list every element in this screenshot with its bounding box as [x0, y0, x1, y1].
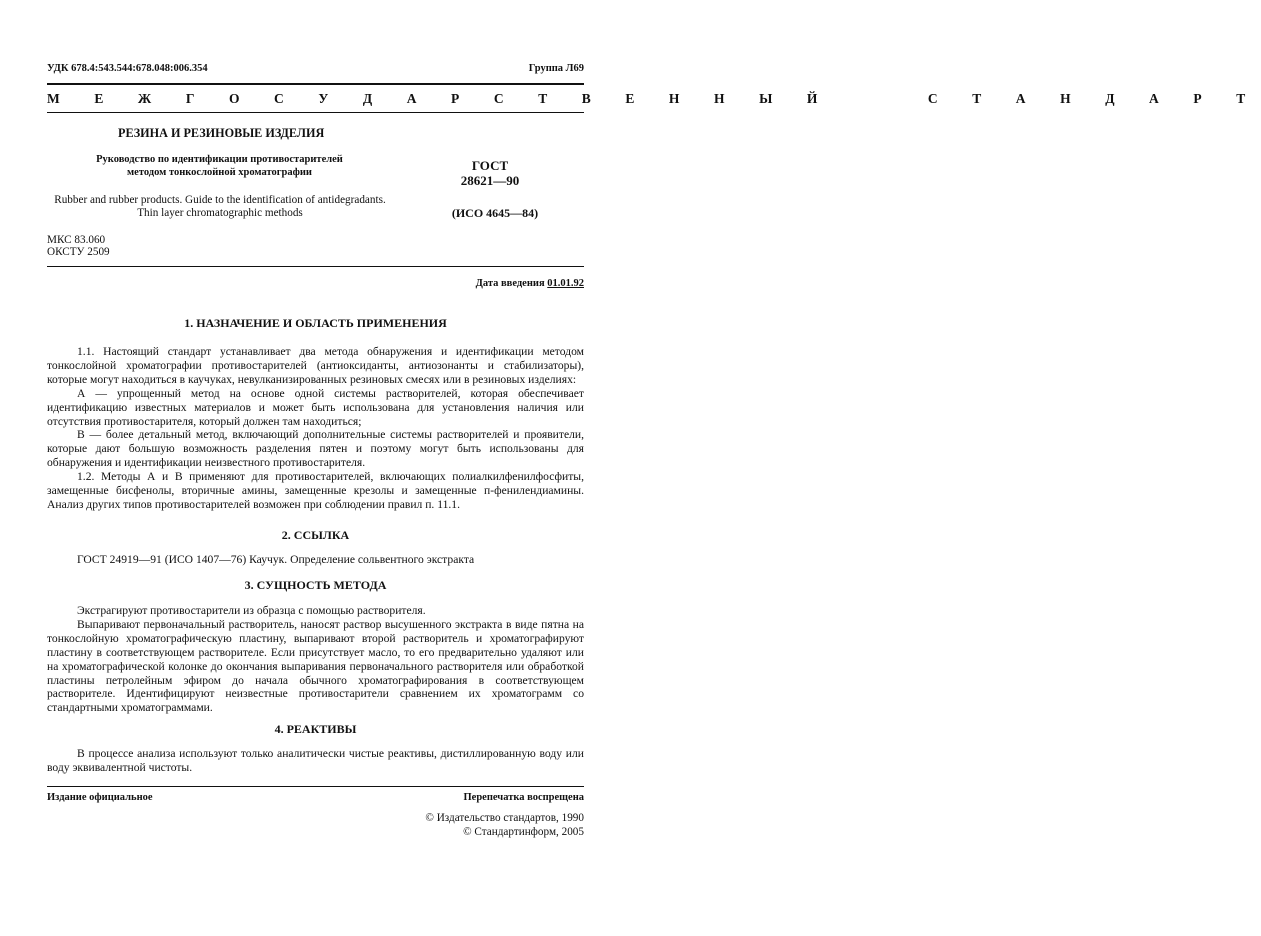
section-1-title: 1. НАЗНАЧЕНИЕ И ОБЛАСТЬ ПРИМЕНЕНИЯ [184, 316, 447, 330]
main-title: РЕЗИНА И РЕЗИНОВЫЕ ИЗДЕЛИЯ [118, 126, 325, 140]
section-2-body [47, 553, 584, 567]
section-1-body [47, 345, 584, 512]
intro-date-label: Дата введения [475, 278, 545, 289]
reprint-prohibited-label: Перепечатка воспрещена [463, 792, 584, 803]
section-2-title: 2. ССЫЛКА [281, 528, 350, 542]
udk-code: УДК 678.4:543.544:678.048:006.354 [47, 63, 208, 74]
paragraph-extraction: Экстрагируют противостарители из образца с помощью растворителя. [77, 604, 426, 617]
section-4-title: 4. РЕАКТИВЫ [274, 722, 357, 736]
group-code: Группа Л69 [528, 63, 584, 74]
paragraph-reagents: В процессе анализа используют только аналитически чистые реактивы, дистиллированную воду или воду эквивалентной чистоты. [47, 747, 584, 774]
gost-label: ГОСТ [471, 158, 509, 173]
top-rule [47, 83, 584, 85]
subtitle-en-line1: Rubber and rubber products. Guide to the identification of antidegradants. [54, 194, 386, 206]
official-edition-label: Издание официальное [47, 792, 153, 803]
paragraph-method-b: В — более детальный метод, включающий дополнительные системы растворителей и проявители, которые дают большую возможность разделения пятен и поэтому могут быть использованы для обнаружения и идентификации неизвестного противостарителя. [47, 428, 584, 470]
interstate-standard-banner: М Е Ж Г О С У Д А Р С Т В Е Н Н Ы Й С Т А Н Д А Р Т [47, 91, 1261, 106]
paragraph-1-2: 1.2. Методы А и В применяют для противостарителей, включающих полиалкилфенилфосфиты, замещенные бисфенолы, вторичные амины, замещенные крезолы и замещенные п-фенилендиамины. Анализ других типов противостарителей возможен при соблюдении правил п. 11.1. [47, 470, 584, 511]
banner-rule [47, 112, 584, 113]
footer-rule [47, 786, 584, 787]
subtitle-ru-line1: Руководство по идентификации противостарителей [96, 154, 343, 165]
intro-date-value: 01.01.92 [547, 278, 584, 289]
paragraph-procedure: Выпаривают первоначальный растворитель, наносят раствор высушенного экстракта в виде пятна на тонкослойную хроматографическую пластину, выпаривают второй растворитель и хроматографируют пластину в соответствующем растворителе. Если присутствует масло, то его предварительно удаляют или на хроматографической колонке до окончания выпаривания первоначального растворителя или обработкой пластины петролейным эфиром до начала обычного хроматографирования в соответствующем растворителе. Идентифицируют неизвестные противостарители сравнением их хроматограмм со стандартными хроматограммами. [47, 617, 584, 715]
mks-code: МКС 83.060 [47, 234, 106, 246]
intro-date [476, 278, 584, 289]
subtitle-ru-line2: методом тонкослойной хроматографии [127, 167, 312, 178]
subtitle-en-line2: Thin layer chromatographic methods [137, 207, 303, 219]
copyright-publisher-1990: © Издательство стандартов, 1990 [425, 812, 584, 824]
paragraph-1-1: 1.1. Настоящий стандарт устанавливает два метода обнаружения и идентификации методом тонкослойной хроматографии противостарителей (антиоксиданты, антиозонанты и стабилизаторы), которые могут находиться в каучуках, невулканизированных резиновых смесях или в резиновых изделиях: [47, 345, 584, 386]
section-3-title: 3. СУЩНОСТЬ МЕТОДА [244, 578, 387, 592]
okstu-code: ОКСТУ 2509 [47, 246, 110, 258]
gost-number: 28621—90 [460, 173, 520, 188]
section-3-body [47, 604, 584, 715]
reference-gost-24919: ГОСТ 24919—91 (ИСО 1407—76) Каучук. Определение сольвентного экстракта [77, 553, 475, 566]
copyright-standartinform-2005: © Стандартинформ, 2005 [463, 826, 584, 838]
title-rule [47, 266, 584, 267]
iso-reference: (ИСО 4645—84) [451, 206, 539, 220]
section-4-body [47, 747, 584, 775]
paragraph-method-a: А — упрощенный метод на основе одной системы растворителей, которая обеспечивает идентификацию известных материалов и может быть использована для установления наличия или отсутствия противостарителя, который должен там находиться; [47, 386, 584, 428]
